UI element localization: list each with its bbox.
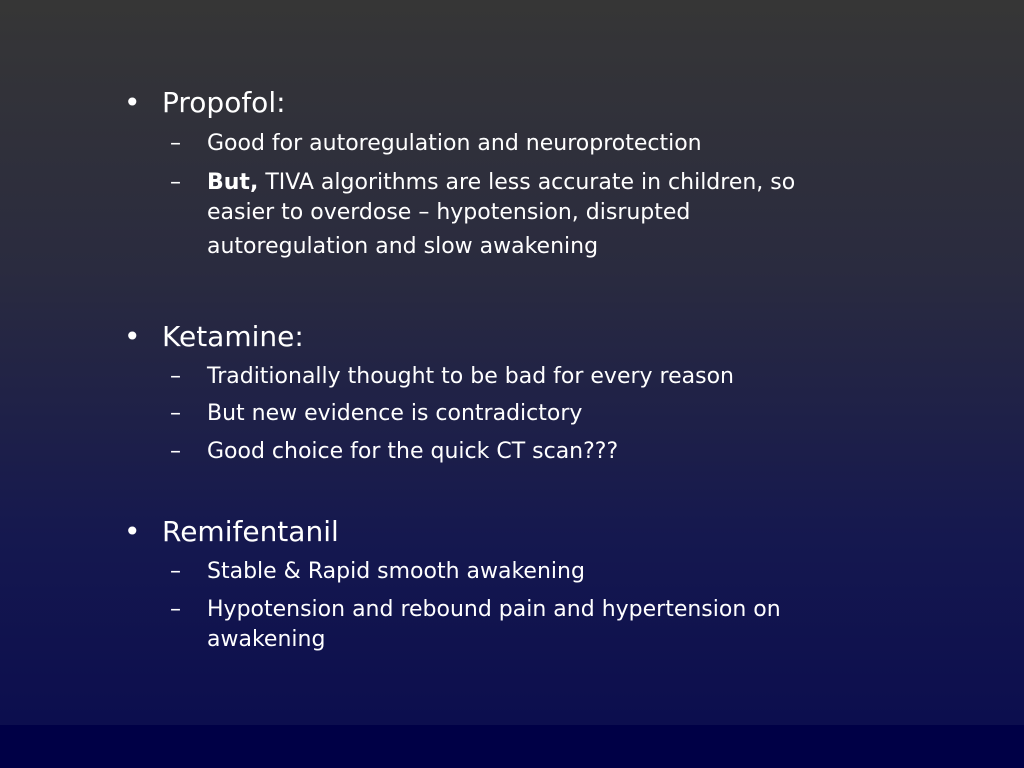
sub-item-text: Traditionally thought to be bad for every reason (207, 364, 734, 389)
sub-item-text: Good for autoregulation and neuroprotection (207, 131, 702, 156)
bullet-title: Ketamine: (162, 320, 304, 353)
sub-item-text: Good choice for the quick CT scan??? (207, 439, 619, 464)
dash-glyph: – (170, 401, 181, 426)
sub-item-line: autoregulation and slow awakening (207, 234, 599, 259)
dash-glyph: – (170, 131, 181, 156)
sub-item-line: easier to overdose – hypotension, disrupted (207, 200, 691, 225)
dash-glyph: – (170, 559, 181, 584)
dash-glyph: – (170, 439, 181, 464)
sub-item-text-multiline (207, 168, 897, 266)
sub-item-text-multiline (207, 595, 897, 655)
sub-item-text: Stable & Rapid smooth awakening (207, 559, 585, 584)
sub-item-line: awakening (207, 627, 326, 652)
bullet-glyph: • (124, 320, 141, 353)
dash-glyph: – (170, 597, 181, 622)
footer-band (0, 725, 1024, 768)
bullet-glyph: • (124, 86, 141, 119)
bold-prefix: But, (207, 170, 259, 195)
bullet-glyph: • (124, 515, 141, 548)
sub-item-line: Hypotension and rebound pain and hypertension on (207, 597, 781, 622)
sub-item-text: But new evidence is contradictory (207, 401, 583, 426)
bullet-title: Remifentanil (162, 515, 339, 548)
bullet-title: Propofol: (162, 86, 286, 119)
dash-glyph: – (170, 170, 181, 195)
sub-item-line: TIVA algorithms are less accurate in children, so (265, 170, 796, 195)
dash-glyph: – (170, 364, 181, 389)
